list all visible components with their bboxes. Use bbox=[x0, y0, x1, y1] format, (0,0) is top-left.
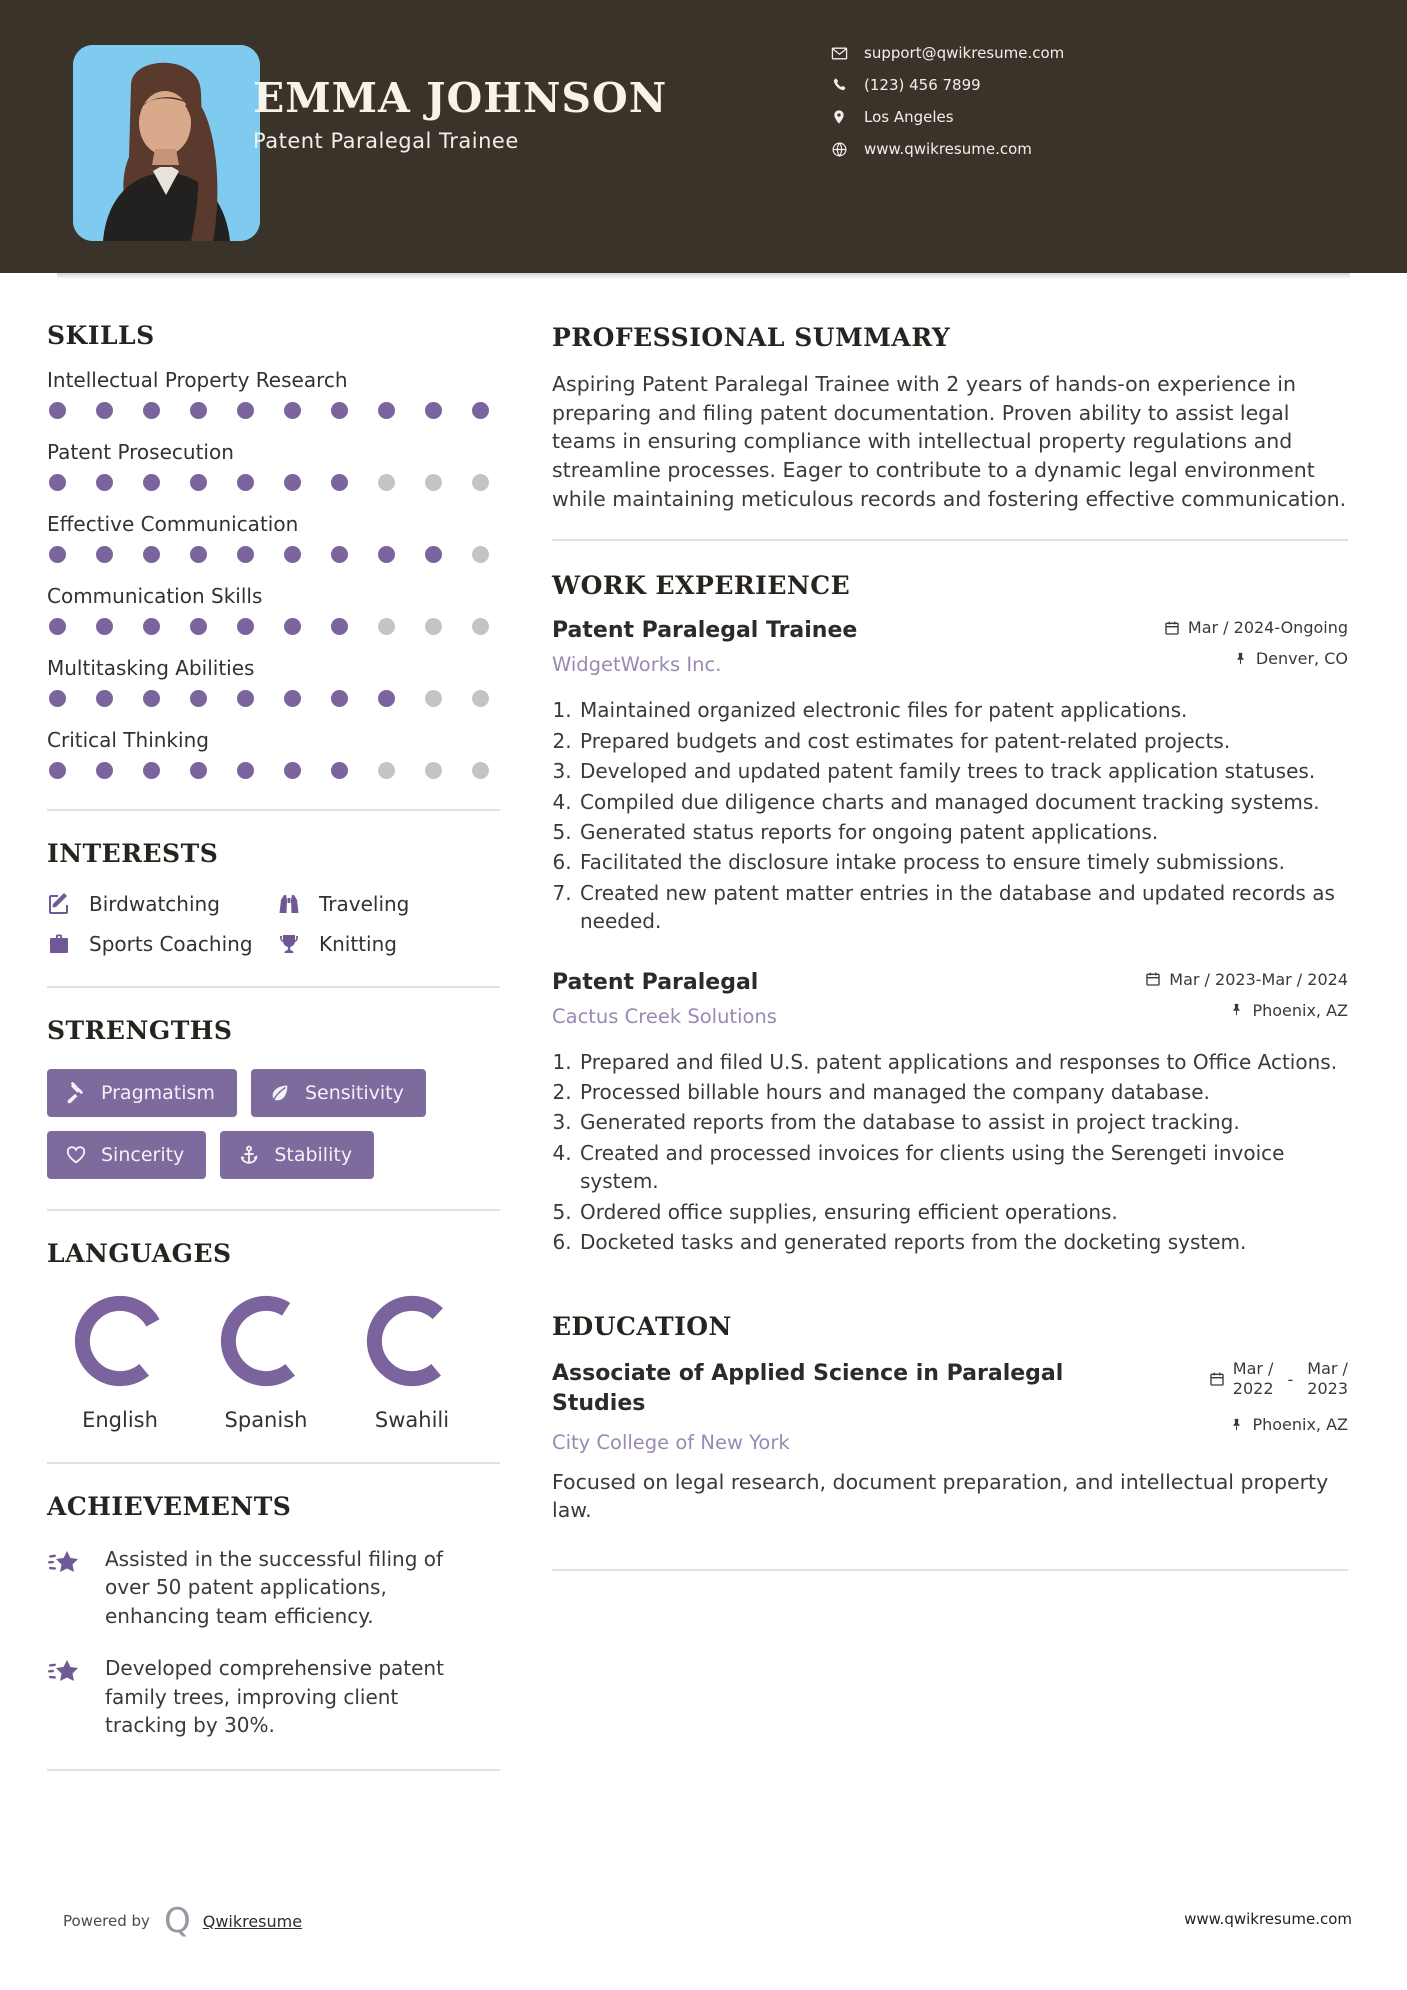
skill-rating-dots bbox=[47, 618, 500, 635]
rating-dot-filled bbox=[284, 618, 301, 635]
rating-dot-filled bbox=[190, 402, 207, 419]
job-bullet: 1. Maintained organized electronic files for patent applications. bbox=[578, 696, 1348, 724]
globe-icon bbox=[830, 140, 848, 158]
language-label: Spanish bbox=[224, 1408, 308, 1432]
education-school: City College of New York bbox=[552, 1430, 790, 1454]
rating-dot-filled bbox=[143, 762, 160, 779]
education-description: Focused on legal research, document preparation, and intellectual property law. bbox=[552, 1469, 1329, 1523]
education-date-to-month: Mar / bbox=[1307, 1359, 1348, 1379]
divider bbox=[552, 539, 1348, 541]
education-date-to-year: 2023 bbox=[1307, 1379, 1348, 1399]
rating-dot-filled bbox=[331, 618, 348, 635]
pushpin-icon bbox=[1228, 1002, 1244, 1018]
job-bullet: 3. Generated reports from the database to assist in project tracking. bbox=[578, 1108, 1348, 1136]
job-bullet: 5. Generated status reports for ongoing patent applications. bbox=[578, 818, 1348, 846]
skills-section bbox=[47, 321, 500, 779]
job-bullet: 4. Created and processed invoices for clients using the Serengeti invoice system. bbox=[578, 1139, 1348, 1196]
job-bullet: 2. Processed billable hours and managed the company database. bbox=[578, 1078, 1348, 1106]
skill-label: Communication Skills bbox=[47, 584, 263, 608]
skill-rating-dots bbox=[47, 762, 500, 779]
rating-dot-filled bbox=[143, 618, 160, 635]
summary-text: Aspiring Patent Paralegal Trainee with 2 years of hands-on experience in preparing and filing patent documentation. Proven ability to assist legal teams in ensuring compliance with intellectual property regulations and streamline processes. Eager to contribute to a dynamic legal environment while maintaining meticulous records and fostering effective communication. bbox=[552, 372, 1347, 511]
rating-dot-empty bbox=[472, 474, 489, 491]
contact-email-row bbox=[830, 44, 1350, 62]
rating-dot-filled bbox=[237, 690, 254, 707]
calendar-icon bbox=[1209, 1371, 1225, 1387]
powered-by-label: Powered by bbox=[63, 1912, 150, 1930]
contact-website[interactable]: www.qwikresume.com bbox=[864, 140, 1032, 158]
rating-dot-filled bbox=[49, 618, 66, 635]
achievement-item bbox=[47, 1545, 500, 1630]
strengths-section bbox=[47, 1016, 500, 1179]
job-title: Patent Paralegal Trainee bbox=[552, 618, 858, 644]
rating-dot-filled bbox=[143, 402, 160, 419]
skill-item bbox=[47, 512, 500, 563]
job-bullet-list bbox=[552, 696, 1348, 935]
rating-dot-filled bbox=[284, 474, 301, 491]
rating-dot-filled bbox=[425, 402, 442, 419]
divider bbox=[47, 1462, 500, 1464]
rating-dot-filled bbox=[237, 762, 254, 779]
qwikresume-link[interactable]: Qwikresume bbox=[202, 1911, 303, 1931]
education-section bbox=[552, 1312, 1348, 1571]
heart-icon bbox=[65, 1144, 87, 1166]
rating-dot-filled bbox=[331, 402, 348, 419]
work-experience-section bbox=[552, 571, 1348, 1256]
left-column bbox=[47, 273, 500, 1799]
divider bbox=[47, 986, 500, 988]
skill-label: Multitasking Abilities bbox=[47, 656, 255, 680]
summary-heading: PROFESSIONAL SUMMARY bbox=[552, 323, 951, 352]
job-company: Cactus Creek Solutions bbox=[552, 1004, 777, 1028]
skill-rating-dots bbox=[47, 690, 500, 707]
contact-location: Los Angeles bbox=[864, 108, 954, 126]
divider bbox=[47, 1769, 500, 1771]
rating-dot-filled bbox=[190, 690, 207, 707]
education-date-from-year: 2022 bbox=[1232, 1379, 1274, 1399]
work-experience-heading: WORK EXPERIENCE bbox=[552, 571, 851, 601]
rating-dot-empty bbox=[425, 690, 442, 707]
rating-dot-filled bbox=[49, 474, 66, 491]
job-dates-row bbox=[1164, 618, 1348, 637]
interest-item bbox=[277, 892, 500, 916]
rating-dot-filled bbox=[143, 546, 160, 563]
strength-label: Sensitivity bbox=[304, 1082, 404, 1104]
right-column bbox=[552, 273, 1348, 1799]
education-degree: Associate of Applied Science in Paralegal Studies bbox=[552, 1361, 1064, 1416]
rating-dot-empty bbox=[425, 474, 442, 491]
rating-dot-filled bbox=[96, 618, 113, 635]
rating-dot-filled bbox=[143, 690, 160, 707]
interest-item bbox=[47, 932, 277, 956]
rating-dot-filled bbox=[331, 546, 348, 563]
profile-photo-illustration bbox=[73, 45, 260, 241]
strength-badge bbox=[47, 1069, 237, 1117]
job-dates: Mar / 2024-Ongoing bbox=[1187, 618, 1348, 638]
job-meta bbox=[1164, 618, 1348, 680]
header bbox=[0, 0, 1407, 273]
strength-badge bbox=[47, 1131, 206, 1179]
rating-dot-filled bbox=[425, 546, 442, 563]
leaf-icon bbox=[269, 1082, 291, 1104]
pushpin-icon bbox=[1232, 651, 1248, 667]
strength-label: Pragmatism bbox=[101, 1082, 215, 1104]
job-title-block bbox=[552, 618, 857, 676]
job-location-row bbox=[1164, 649, 1348, 668]
job-bullet: 1. Prepared and filed U.S. patent applications and responses to Office Actions. bbox=[578, 1048, 1348, 1076]
achievement-item bbox=[47, 1654, 500, 1739]
contact-website-row bbox=[830, 140, 1350, 158]
footer bbox=[0, 1896, 1407, 1942]
footer-site-url[interactable]: www.qwikresume.com bbox=[1184, 1910, 1352, 1928]
achievement-text: Developed comprehensive patent family trees, improving client tracking by 30%. bbox=[105, 1656, 444, 1737]
skill-rating-dots bbox=[47, 474, 500, 491]
language-label: English bbox=[82, 1408, 158, 1432]
languages-heading: LANGUAGES bbox=[47, 1239, 232, 1268]
rating-dot-filled bbox=[190, 474, 207, 491]
job-location: Phoenix, AZ bbox=[1252, 1000, 1348, 1020]
rating-dot-filled bbox=[284, 546, 301, 563]
contact-block bbox=[830, 44, 1350, 172]
interest-label: Sports Coaching bbox=[89, 932, 253, 956]
job-bullet: 5. Ordered office supplies, ensuring efficient operations. bbox=[578, 1198, 1348, 1226]
skill-label: Critical Thinking bbox=[47, 728, 209, 752]
education-location-row bbox=[1209, 1415, 1348, 1434]
calendar-icon bbox=[1145, 971, 1161, 987]
rating-dot-empty bbox=[425, 618, 442, 635]
strength-label: Stability bbox=[274, 1144, 353, 1166]
interest-label: Birdwatching bbox=[89, 892, 220, 916]
skill-item bbox=[47, 368, 500, 419]
identity-block bbox=[253, 76, 667, 153]
language-item bbox=[47, 1294, 193, 1432]
divider bbox=[47, 1209, 500, 1211]
education-date-separator: - bbox=[1287, 1369, 1294, 1389]
interest-label: Traveling bbox=[319, 892, 410, 916]
binoculars-icon bbox=[277, 892, 301, 916]
skill-label: Patent Prosecution bbox=[47, 440, 234, 464]
job-bullet: 2. Prepared budgets and cost estimates for patent-related projects. bbox=[578, 727, 1348, 755]
languages-row bbox=[47, 1294, 500, 1432]
rating-dot-filled bbox=[237, 546, 254, 563]
rating-dot-filled bbox=[284, 690, 301, 707]
job-location-row bbox=[1145, 1001, 1348, 1020]
interest-item bbox=[277, 932, 500, 956]
contact-location-row bbox=[830, 108, 1350, 126]
shooting-star-icon bbox=[47, 1656, 81, 1690]
education-date-to bbox=[1307, 1359, 1348, 1399]
achievements-heading: ACHIEVEMENTS bbox=[47, 1492, 292, 1521]
job-location: Denver, CO bbox=[1255, 649, 1348, 669]
interests-grid bbox=[47, 892, 500, 956]
job-header bbox=[552, 970, 1348, 1032]
rating-dot-empty bbox=[378, 474, 395, 491]
strength-label: Sincerity bbox=[101, 1144, 185, 1166]
strengths-heading: STRENGTHS bbox=[47, 1016, 233, 1045]
skill-item bbox=[47, 584, 500, 635]
language-item bbox=[193, 1294, 339, 1432]
rating-dot-filled bbox=[190, 618, 207, 635]
rating-dot-filled bbox=[472, 402, 489, 419]
education-header bbox=[552, 1359, 1348, 1453]
rating-dot-filled bbox=[96, 546, 113, 563]
rating-dot-filled bbox=[96, 690, 113, 707]
rating-dot-filled bbox=[190, 546, 207, 563]
language-donut-chart bbox=[73, 1294, 167, 1388]
skill-rating-dots bbox=[47, 402, 500, 419]
trophy-icon bbox=[277, 932, 301, 956]
language-donut-chart bbox=[365, 1294, 459, 1388]
education-location: Phoenix, AZ bbox=[1252, 1415, 1348, 1435]
summary-section bbox=[552, 323, 1348, 513]
rating-dot-empty bbox=[472, 690, 489, 707]
contact-phone[interactable]: (123) 456 7899 bbox=[864, 76, 981, 94]
job-dates: Mar / 2023-Mar / 2024 bbox=[1169, 969, 1348, 989]
interests-heading: INTERESTS bbox=[47, 839, 219, 868]
content bbox=[0, 273, 1407, 1799]
rating-dot-filled bbox=[49, 546, 66, 563]
interest-label: Knitting bbox=[319, 932, 397, 956]
mail-icon bbox=[830, 44, 848, 62]
person-name: EMMA JOHNSON bbox=[253, 74, 668, 122]
rating-dot-empty bbox=[472, 618, 489, 635]
job-title-block bbox=[552, 970, 777, 1028]
interests-section bbox=[47, 839, 500, 956]
powered-by-block bbox=[63, 1901, 303, 1941]
skill-label: Effective Communication bbox=[47, 512, 299, 536]
rating-dot-filled bbox=[143, 474, 160, 491]
language-donut-chart bbox=[219, 1294, 313, 1388]
contact-phone-row bbox=[830, 76, 1350, 94]
job-meta bbox=[1145, 970, 1348, 1032]
anchor-icon bbox=[238, 1144, 260, 1166]
calendar-icon bbox=[1164, 620, 1180, 636]
job-bullet: 7. Created new patent matter entries in the database and updated records as needed. bbox=[578, 879, 1348, 936]
contact-email[interactable]: support@qwikresume.com bbox=[864, 44, 1065, 62]
rating-dot-filled bbox=[284, 762, 301, 779]
job-header bbox=[552, 618, 1348, 680]
phone-icon bbox=[830, 76, 848, 94]
rating-dot-filled bbox=[331, 762, 348, 779]
education-date-from bbox=[1233, 1359, 1274, 1399]
rating-dot-empty bbox=[472, 762, 489, 779]
divider bbox=[552, 1569, 1348, 1571]
skill-item bbox=[47, 440, 500, 491]
job-bullet: 3. Developed and updated patent family trees to track application statuses. bbox=[578, 757, 1348, 785]
divider bbox=[47, 809, 500, 811]
rating-dot-empty bbox=[378, 618, 395, 635]
rating-dot-filled bbox=[49, 762, 66, 779]
rating-dot-filled bbox=[331, 690, 348, 707]
education-title-block bbox=[552, 1359, 1112, 1453]
achievement-text: Assisted in the successful filing of over 50 patent applications, enhancing team efficiency. bbox=[105, 1547, 444, 1628]
job-entry bbox=[552, 618, 1348, 935]
skill-rating-dots bbox=[47, 546, 500, 563]
education-date-from-month: Mar / bbox=[1232, 1359, 1274, 1379]
rating-dot-filled bbox=[378, 690, 395, 707]
education-meta bbox=[1209, 1359, 1348, 1446]
rating-dot-filled bbox=[96, 402, 113, 419]
rating-dot-empty bbox=[472, 546, 489, 563]
strength-badge bbox=[220, 1131, 374, 1179]
gavel-icon bbox=[65, 1082, 87, 1104]
qwikresume-logo-icon: Q bbox=[163, 1901, 191, 1941]
rating-dot-filled bbox=[237, 474, 254, 491]
rating-dot-filled bbox=[378, 402, 395, 419]
rating-dot-filled bbox=[190, 762, 207, 779]
skill-label: Intellectual Property Research bbox=[47, 368, 348, 392]
pencil-edit-icon bbox=[47, 892, 71, 916]
skills-heading: SKILLS bbox=[47, 321, 155, 350]
job-company: WidgetWorks Inc. bbox=[552, 653, 722, 677]
rating-dot-filled bbox=[49, 690, 66, 707]
strength-badge bbox=[251, 1069, 426, 1117]
skills-list bbox=[47, 368, 500, 779]
profile-photo bbox=[73, 45, 260, 241]
job-dates-row bbox=[1145, 970, 1348, 989]
education-heading: EDUCATION bbox=[552, 1312, 732, 1342]
language-label: Swahili bbox=[374, 1408, 450, 1432]
rating-dot-filled bbox=[237, 618, 254, 635]
skill-item bbox=[47, 728, 500, 779]
rating-dot-filled bbox=[331, 474, 348, 491]
job-bullet-list bbox=[552, 1048, 1348, 1257]
rating-dot-filled bbox=[284, 402, 301, 419]
rating-dot-filled bbox=[378, 546, 395, 563]
rating-dot-empty bbox=[378, 762, 395, 779]
achievements-section bbox=[47, 1492, 500, 1771]
language-item bbox=[339, 1294, 485, 1432]
rating-dot-filled bbox=[237, 402, 254, 419]
strengths-badges bbox=[47, 1069, 500, 1179]
rating-dot-filled bbox=[96, 762, 113, 779]
location-pin-icon bbox=[830, 108, 848, 126]
job-bullet: 6. Docketed tasks and generated reports from the docketing system. bbox=[578, 1228, 1348, 1256]
job-bullet: 6. Facilitated the disclosure intake process to ensure timely submissions. bbox=[578, 848, 1348, 876]
languages-section bbox=[47, 1239, 500, 1432]
person-title: Patent Paralegal Trainee bbox=[253, 129, 519, 154]
job-bullet: 4. Compiled due diligence charts and managed document tracking systems. bbox=[578, 788, 1348, 816]
education-dates-row bbox=[1209, 1359, 1348, 1399]
interest-item bbox=[47, 892, 277, 916]
job-title: Patent Paralegal bbox=[552, 969, 759, 995]
shooting-star-icon bbox=[47, 1547, 81, 1581]
rating-dot-filled bbox=[49, 402, 66, 419]
pushpin-icon bbox=[1228, 1417, 1244, 1433]
skill-item bbox=[47, 656, 500, 707]
rating-dot-empty bbox=[425, 762, 442, 779]
briefcase-icon bbox=[47, 932, 71, 956]
job-entry bbox=[552, 970, 1348, 1257]
rating-dot-filled bbox=[96, 474, 113, 491]
